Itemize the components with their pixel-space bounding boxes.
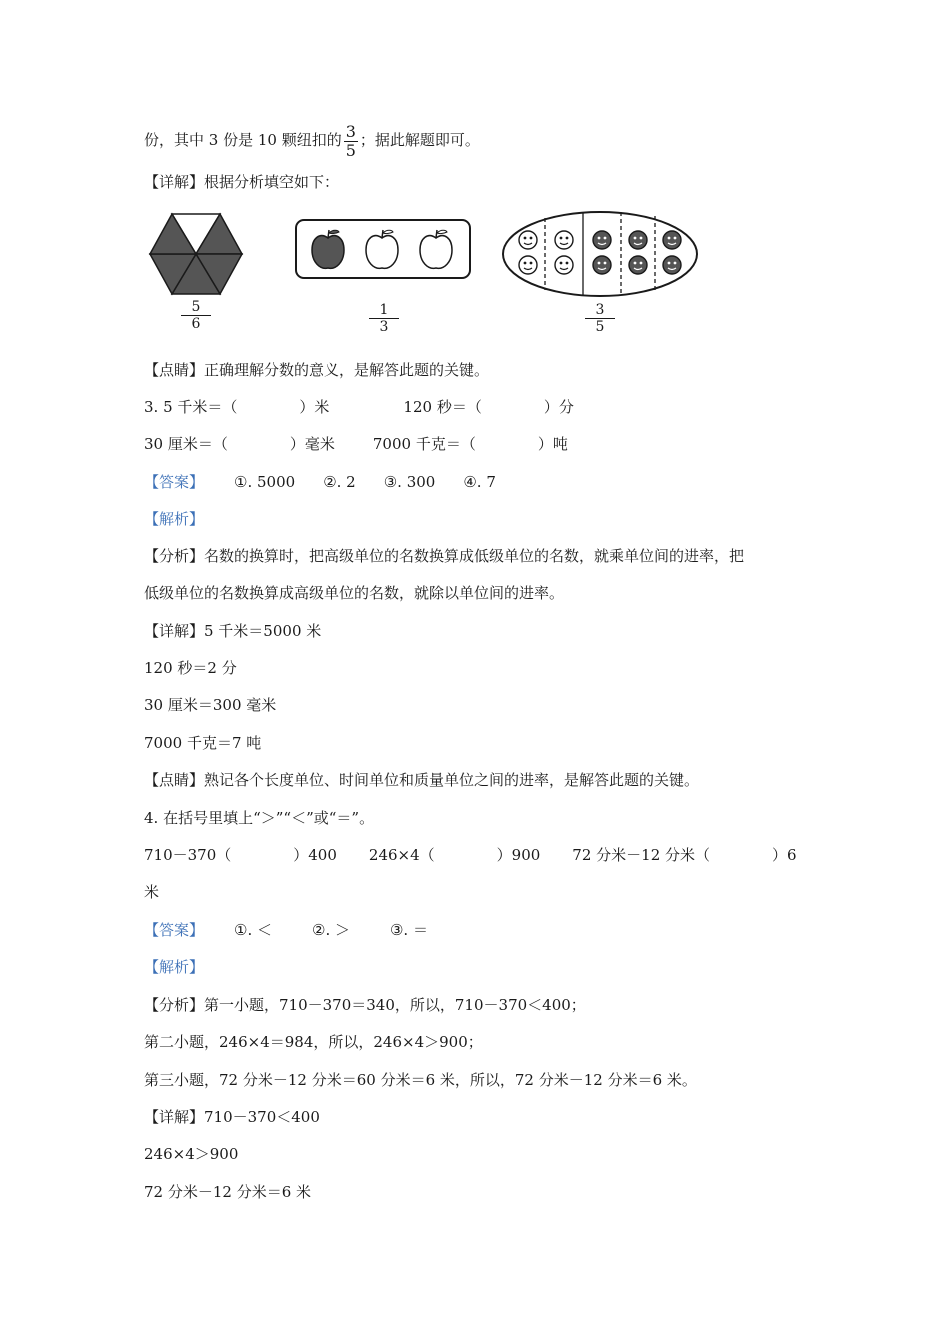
text-segment: ）900 [496, 846, 541, 864]
buttons-figure [500, 210, 700, 298]
text-segment: ）毫米 [289, 435, 335, 453]
hexagon-figure [148, 212, 244, 296]
fraction-numerator: 3 [585, 302, 615, 319]
answer-item: ④. 7 [463, 473, 496, 491]
text-segment: 710－370（ [144, 846, 232, 864]
text-line: 【详解】5 千米＝5000 米 [144, 622, 322, 640]
text-line: 第二小题，246×4＝984，所以，246×4＞900； [144, 1033, 483, 1051]
text-line: 米 [144, 883, 160, 901]
button-face-icon [519, 231, 537, 249]
text-segment: 72 分米－12 分米（ [572, 846, 711, 864]
answer-item: ③. 300 [383, 473, 436, 491]
buttons-fraction [585, 302, 615, 335]
fraction-denominator: 5 [595, 319, 605, 335]
text-line [144, 118, 480, 162]
question-3-line-1 [144, 397, 574, 417]
fraction-numerator: 1 [369, 302, 399, 319]
question-4-answer [144, 920, 428, 940]
text-line: 【详解】根据分析填空如下： [144, 173, 340, 191]
fraction-denominator: 5 [345, 140, 356, 160]
text-segment: 120 秒＝（ [403, 398, 482, 416]
text-segment: 7000 千克＝（ [372, 435, 476, 453]
answer-item: ①. ＜ [234, 921, 272, 939]
button-face-icon [629, 256, 647, 274]
fraction-numerator: 3 [345, 121, 356, 141]
text-line: 【点睛】熟记各个长度单位、时间单位和质量单位之间的进率，是解答此题的关键。 [144, 771, 700, 789]
analysis-label: 【解析】 [144, 510, 205, 528]
text-line: 第三小题，72 分米－12 分米＝60 分米＝6 米，所以，72 分米－12 分米＝6 米。 [144, 1071, 697, 1089]
question-3-answer [144, 472, 496, 492]
question-3-line-2 [144, 434, 568, 454]
apples-figure [294, 218, 472, 280]
button-face-icon [555, 231, 573, 249]
text-segment: ；据此解题即可。 [359, 131, 480, 149]
text-line: 低级单位的名数换算成高级单位的名数，就除以单位间的进率。 [144, 584, 565, 602]
text-segment: ）分 [543, 398, 574, 416]
button-face-icon [593, 256, 611, 274]
text-segment: ）400 [293, 846, 337, 864]
text-segment: 30 厘米＝（ [144, 435, 228, 453]
text-line: 【点睛】正确理解分数的意义，是解答此题的关键。 [144, 361, 490, 379]
answer-item: ③. ＝ [389, 921, 428, 939]
button-face-icon [663, 256, 681, 274]
fraction-denominator: 6 [191, 316, 201, 332]
button-face-icon [629, 231, 647, 249]
button-face-icon [555, 256, 573, 274]
text-line: 7000 千克＝7 吨 [144, 734, 262, 752]
text-segment: ）6 [772, 846, 797, 864]
question-4-line-1 [144, 845, 797, 865]
answer-item: ①. 5000 [234, 473, 296, 491]
answer-label: 【答案】 [144, 473, 205, 491]
hexagon-fraction [181, 299, 211, 332]
text-segment: ）米 [299, 398, 330, 416]
button-face-icon [519, 256, 537, 274]
button-face-icon [663, 231, 681, 249]
text-segment: 246×4（ [368, 846, 435, 864]
fraction-numerator: 5 [181, 299, 211, 316]
text-segment: 3. 5 千米＝（ [144, 398, 238, 416]
button-face-icon [593, 231, 611, 249]
question-4-title: 4. 在括号里填上“＞”“＜”或“＝”。 [144, 809, 375, 827]
answer-item: ②. 2 [323, 473, 356, 491]
text-line: 120 秒＝2 分 [144, 659, 237, 677]
text-line: 【分析】第一小题，710－370＝340，所以，710－370＜400； [144, 996, 586, 1014]
apples-fraction [369, 302, 399, 335]
text-line: 30 厘米＝300 毫米 [144, 696, 277, 714]
fraction-denominator: 3 [379, 319, 389, 335]
text-line: 72 分米－12 分米＝6 米 [144, 1183, 312, 1201]
text-line: 246×4＞900 [144, 1145, 239, 1163]
text-line: 【分析】名数的换算时，把高级单位的名数换算成低级单位的名数，就乘单位间的进率，把 [144, 547, 745, 565]
text-segment: 份，其中 3 份是 10 颗纽扣的 [144, 131, 342, 149]
analysis-label: 【解析】 [144, 958, 205, 976]
answer-label: 【答案】 [144, 921, 205, 939]
text-line: 【详解】710－370＜400 [144, 1108, 320, 1126]
text-segment: ）吨 [537, 435, 568, 453]
answer-item: ②. ＞ [312, 921, 350, 939]
inline-fraction [344, 123, 358, 160]
